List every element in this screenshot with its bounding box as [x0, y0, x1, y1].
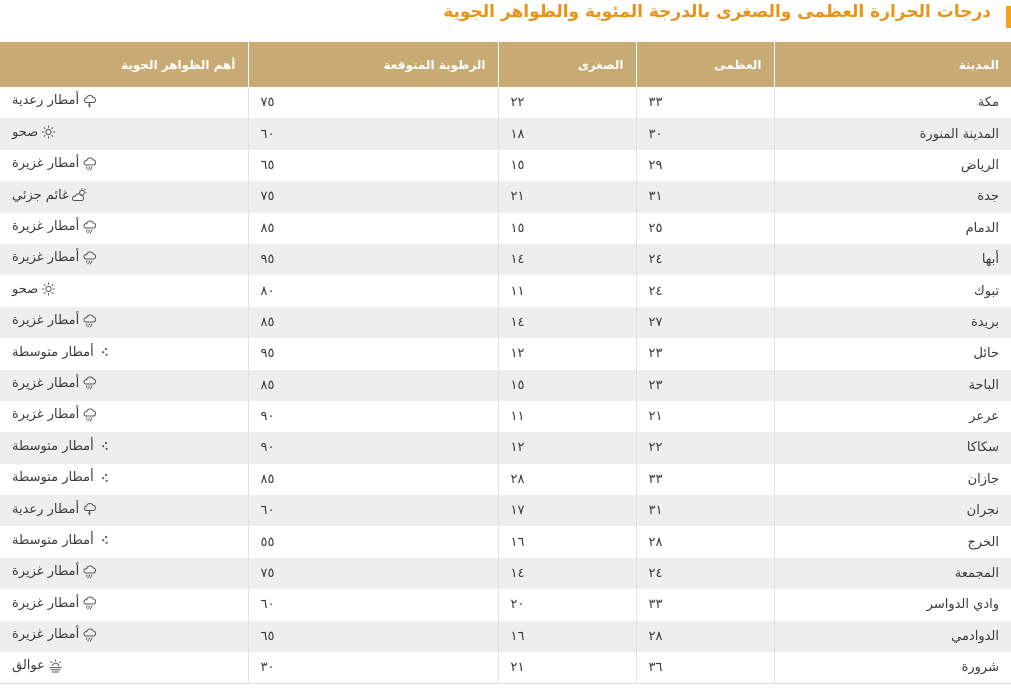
phenomena-wrap	[12, 156, 97, 171]
phenomena-wrap	[12, 250, 97, 265]
cell-max-temp: ٢٤	[636, 275, 774, 306]
header-city: المدينة	[774, 42, 1011, 87]
header-humidity: الرطوبة المتوقعة	[248, 42, 498, 87]
cell-phenomena	[0, 181, 248, 212]
phenomena-wrap	[12, 376, 97, 391]
cell-humidity: ٨٥	[248, 464, 498, 495]
table-row	[0, 589, 1011, 620]
phenomena-wrap	[12, 407, 97, 422]
phenomena-label: أمطار غزيرة	[12, 219, 80, 234]
cell-phenomena	[0, 621, 248, 652]
cell-phenomena	[0, 558, 248, 589]
heavy-rain-icon	[82, 376, 97, 390]
cell-min-temp: ١٥	[498, 213, 636, 244]
cell-phenomena	[0, 495, 248, 526]
cell-city: وادي الدواسر	[774, 589, 1011, 620]
phenomena-wrap	[12, 502, 97, 517]
cell-max-temp: ٣٣	[636, 464, 774, 495]
thunder-rain-icon	[82, 502, 97, 516]
phenomena-label: عوالق	[12, 658, 45, 674]
cell-humidity: ٦٠	[248, 495, 498, 526]
cell-phenomena	[0, 652, 248, 684]
phenomena-label: أمطار متوسطة	[12, 438, 94, 454]
cell-max-temp: ٢٣	[636, 338, 774, 369]
phenomena-label: أمطار غزيرة	[12, 156, 80, 172]
cell-city: جدة	[774, 181, 1011, 212]
cell-city: نجران	[774, 495, 1011, 526]
cell-phenomena	[0, 338, 248, 369]
cell-phenomena	[0, 118, 248, 149]
cell-min-temp: ١٢	[498, 432, 636, 463]
cell-city: الخرج	[774, 526, 1011, 557]
thunder-rain-icon	[82, 94, 97, 108]
phenomena-wrap	[12, 93, 97, 108]
table-row	[0, 275, 1011, 306]
cell-city: الرياض	[774, 150, 1011, 181]
phenomena-wrap	[12, 345, 112, 360]
cell-phenomena	[0, 244, 248, 275]
cell-humidity: ٥٥	[248, 526, 498, 557]
moderate-rain-icon	[97, 533, 112, 547]
cell-humidity: ٦٠	[248, 118, 498, 149]
phenomena-wrap	[12, 658, 63, 673]
phenomena-wrap	[12, 188, 87, 203]
phenomena-wrap	[12, 596, 97, 611]
cell-max-temp: ٢٧	[636, 307, 774, 338]
table-row	[0, 338, 1011, 369]
title-accent-bar	[1006, 6, 1011, 28]
cell-max-temp: ٣٣	[636, 589, 774, 620]
table-row	[0, 87, 1011, 118]
phenomena-label: أمطار متوسطة	[12, 344, 94, 360]
cell-city: عرعر	[774, 401, 1011, 432]
heavy-rain-icon	[82, 157, 97, 171]
phenomena-label: صحو	[12, 281, 39, 297]
cell-humidity: ٨٥	[248, 213, 498, 244]
cell-city: جازان	[774, 464, 1011, 495]
heavy-rain-icon	[82, 251, 97, 265]
cell-phenomena	[0, 526, 248, 557]
cell-min-temp: ١١	[498, 275, 636, 306]
cell-phenomena	[0, 150, 248, 181]
table-row	[0, 118, 1011, 149]
heavy-rain-icon	[82, 628, 97, 642]
phenomena-wrap	[12, 533, 112, 548]
heavy-rain-icon	[82, 314, 97, 328]
phenomena-label: أمطار غزيرة	[12, 250, 80, 266]
cell-min-temp: ١٤	[498, 307, 636, 338]
cell-min-temp: ٢٢	[498, 87, 636, 118]
table-row	[0, 150, 1011, 181]
cell-max-temp: ٢١	[636, 401, 774, 432]
cell-min-temp: ١١	[498, 401, 636, 432]
phenomena-label: أمطار رعدية	[12, 93, 80, 109]
table-row	[0, 652, 1011, 684]
phenomena-label: أمطار متوسطة	[12, 532, 94, 548]
phenomena-wrap	[12, 470, 112, 485]
cell-max-temp: ٣٣	[636, 87, 774, 118]
cell-humidity: ٦٠	[248, 589, 498, 620]
cell-humidity: ٩٠	[248, 401, 498, 432]
cell-humidity: ٧٥	[248, 558, 498, 589]
cell-city: تبوك	[774, 275, 1011, 306]
cell-humidity: ٩٥	[248, 338, 498, 369]
table-row	[0, 526, 1011, 557]
cell-city: أبها	[774, 244, 1011, 275]
cell-min-temp: ١٥	[498, 150, 636, 181]
cell-humidity: ٦٥	[248, 150, 498, 181]
cell-city: مكة	[774, 87, 1011, 118]
cell-city: شرورة	[774, 652, 1011, 684]
moderate-rain-icon	[97, 345, 112, 359]
phenomena-label: أمطار متوسطة	[12, 470, 94, 486]
cell-min-temp: ١٧	[498, 495, 636, 526]
cell-max-temp: ٢٩	[636, 150, 774, 181]
table-row	[0, 307, 1011, 338]
table-header-row	[0, 42, 1011, 87]
sun-icon	[41, 282, 56, 296]
sun-icon	[41, 125, 56, 139]
cell-phenomena	[0, 87, 248, 118]
phenomena-wrap	[12, 313, 97, 328]
cell-humidity: ٧٥	[248, 181, 498, 212]
phenomena-label: أمطار رعدية	[12, 501, 80, 517]
cell-min-temp: ١٤	[498, 558, 636, 589]
table-body	[0, 87, 1011, 684]
cell-humidity: ٨٥	[248, 307, 498, 338]
cell-max-temp: ٢٨	[636, 621, 774, 652]
table-row	[0, 558, 1011, 589]
weather-table	[0, 42, 1011, 684]
cell-min-temp: ١٢	[498, 338, 636, 369]
header-phenomena: أهم الظواهر الجوية	[0, 42, 248, 87]
phenomena-wrap	[12, 564, 97, 579]
heavy-rain-icon	[82, 408, 97, 422]
title-bar	[0, 0, 1011, 32]
cell-max-temp: ٣٠	[636, 118, 774, 149]
cell-humidity: ٣٠	[248, 652, 498, 684]
cell-phenomena	[0, 464, 248, 495]
phenomena-label: أمطار غزيرة	[12, 407, 80, 423]
cell-max-temp: ٢٢	[636, 432, 774, 463]
cell-min-temp: ٢١	[498, 181, 636, 212]
cell-min-temp: ٢٨	[498, 464, 636, 495]
cell-min-temp: ١٨	[498, 118, 636, 149]
cell-max-temp: ٣١	[636, 495, 774, 526]
table-row	[0, 401, 1011, 432]
moderate-rain-icon	[97, 471, 112, 485]
page-title: درجات الحرارة العظمى والصغرى بالدرجة المئوية والظواهر الجوية	[443, 2, 991, 22]
cell-humidity: ٨٥	[248, 370, 498, 401]
cell-city: المجمعة	[774, 558, 1011, 589]
phenomena-label: أمطار غزيرة	[12, 595, 80, 611]
cell-city: الباحة	[774, 370, 1011, 401]
phenomena-label: أمطار غزيرة	[12, 564, 80, 580]
phenomena-wrap	[12, 282, 56, 297]
cell-humidity: ٩٥	[248, 244, 498, 275]
header-min: الصغرى	[498, 42, 636, 87]
cell-phenomena	[0, 213, 248, 244]
haze-icon	[48, 659, 63, 673]
table-row	[0, 244, 1011, 275]
cell-humidity: ٨٠	[248, 275, 498, 306]
cell-city: حائل	[774, 338, 1011, 369]
partly-cloudy-icon	[72, 188, 87, 202]
cell-phenomena	[0, 370, 248, 401]
cell-humidity: ٧٥	[248, 87, 498, 118]
cell-min-temp: ١٦	[498, 526, 636, 557]
cell-max-temp: ٢٨	[636, 526, 774, 557]
phenomena-label: أمطار غزيرة	[12, 375, 80, 391]
cell-max-temp: ٢٤	[636, 558, 774, 589]
cell-city: بريدة	[774, 307, 1011, 338]
cell-city: الدوادمي	[774, 621, 1011, 652]
cell-phenomena	[0, 432, 248, 463]
table-row	[0, 370, 1011, 401]
cell-min-temp: ٢١	[498, 652, 636, 684]
table-row	[0, 464, 1011, 495]
phenomena-label: صحو	[12, 124, 39, 140]
phenomena-label: أمطار غزيرة	[12, 313, 80, 329]
phenomena-wrap	[12, 125, 56, 140]
cell-min-temp: ١٤	[498, 244, 636, 275]
cell-city: المدينة المنورة	[774, 118, 1011, 149]
cell-phenomena	[0, 401, 248, 432]
cell-humidity: ٦٥	[248, 621, 498, 652]
cell-city: الدمام	[774, 213, 1011, 244]
table-row	[0, 181, 1011, 212]
cell-humidity: ٩٠	[248, 432, 498, 463]
cell-phenomena	[0, 275, 248, 306]
cell-phenomena	[0, 589, 248, 620]
moderate-rain-icon	[97, 439, 112, 453]
phenomena-wrap	[12, 439, 112, 454]
cell-max-temp: ٣٦	[636, 652, 774, 684]
table-row	[0, 432, 1011, 463]
cell-max-temp: ٢٥	[636, 213, 774, 244]
cell-max-temp: ٣١	[636, 181, 774, 212]
heavy-rain-icon	[82, 596, 97, 610]
phenomena-label: غائم جزئي	[12, 187, 69, 203]
table-row	[0, 213, 1011, 244]
cell-min-temp: ٢٠	[498, 589, 636, 620]
phenomena-wrap	[12, 627, 97, 642]
cell-city: سكاكا	[774, 432, 1011, 463]
phenomena-label: أمطار غزيرة	[12, 627, 80, 643]
table-row	[0, 621, 1011, 652]
header-max: العظمى	[636, 42, 774, 87]
table-row	[0, 495, 1011, 526]
heavy-rain-icon	[82, 220, 97, 234]
cell-phenomena	[0, 307, 248, 338]
cell-min-temp: ١٦	[498, 621, 636, 652]
phenomena-wrap	[12, 219, 97, 234]
cell-max-temp: ٢٣	[636, 370, 774, 401]
heavy-rain-icon	[82, 565, 97, 579]
cell-min-temp: ١٥	[498, 370, 636, 401]
cell-max-temp: ٢٤	[636, 244, 774, 275]
